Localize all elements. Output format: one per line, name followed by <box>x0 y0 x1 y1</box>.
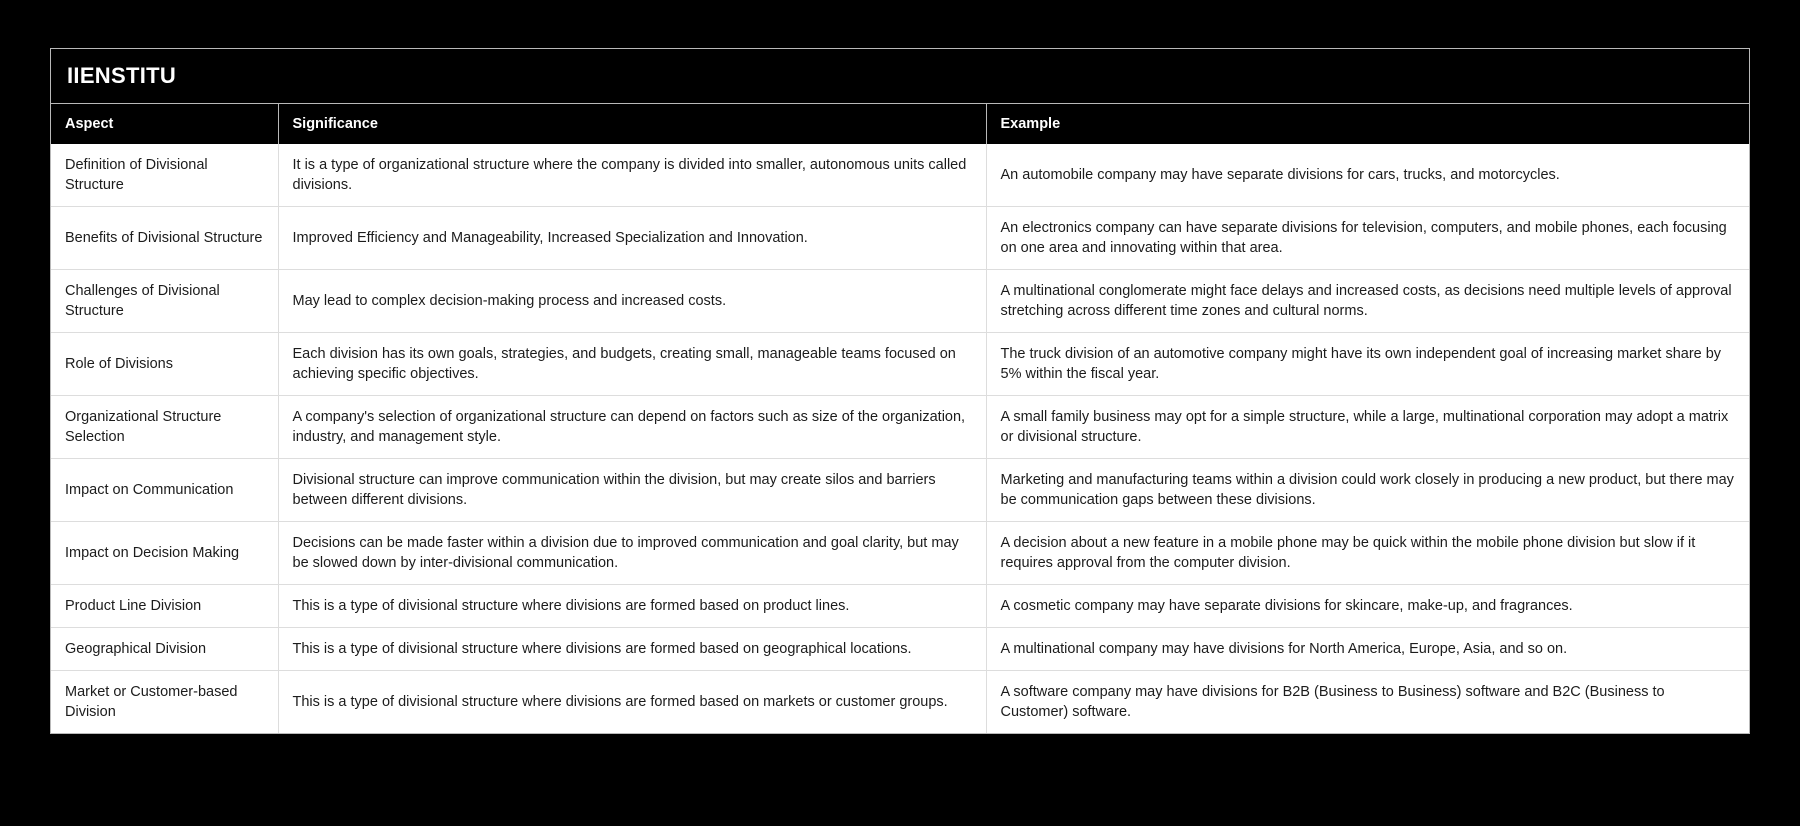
cell-aspect: Impact on Decision Making <box>51 522 278 585</box>
table-card <box>50 48 1750 734</box>
cell-significance: Decisions can be made faster within a division due to improved communication and goal clarity, but may be slowed down by inter-divisional communication. <box>278 522 986 585</box>
cell-aspect: Challenges of Divisional Structure <box>51 270 278 333</box>
cell-example: An electronics company can have separate divisions for television, computers, and mobile phones, each focusing on one area and innovating within that area. <box>986 207 1749 270</box>
cell-example: A small family business may opt for a simple structure, while a large, multinational corporation may adopt a matrix or divisional structure. <box>986 396 1749 459</box>
table-row <box>51 333 1749 396</box>
column-header-significance: Significance <box>278 104 986 144</box>
cell-significance: A company's selection of organizational structure can depend on factors such as size of the organization, industry, and management style. <box>278 396 986 459</box>
table-header-row <box>51 104 1749 144</box>
brand-title: IIENSTITU <box>67 63 177 88</box>
cell-example: A multinational conglomerate might face delays and increased costs, as decisions need multiple levels of approval stretching across different time zones and cultural norms. <box>986 270 1749 333</box>
cell-significance: Divisional structure can improve communication within the division, but may create silos and barriers between different divisions. <box>278 459 986 522</box>
table-row <box>51 270 1749 333</box>
cell-aspect: Definition of Divisional Structure <box>51 144 278 207</box>
cell-aspect: Market or Customer-based Division <box>51 671 278 734</box>
cell-significance: It is a type of organizational structure where the company is divided into smaller, autonomous units called divisions. <box>278 144 986 207</box>
cell-aspect: Geographical Division <box>51 628 278 671</box>
cell-example: An automobile company may have separate divisions for cars, trucks, and motorcycles. <box>986 144 1749 207</box>
cell-significance: This is a type of divisional structure where divisions are formed based on geographical locations. <box>278 628 986 671</box>
table-row <box>51 396 1749 459</box>
cell-aspect: Role of Divisions <box>51 333 278 396</box>
cell-aspect: Benefits of Divisional Structure <box>51 207 278 270</box>
cell-aspect: Organizational Structure Selection <box>51 396 278 459</box>
table-row <box>51 144 1749 207</box>
cell-significance: This is a type of divisional structure where divisions are formed based on markets or customer groups. <box>278 671 986 734</box>
cell-significance: This is a type of divisional structure where divisions are formed based on product lines. <box>278 585 986 628</box>
table-head <box>51 104 1749 144</box>
cell-example: A decision about a new feature in a mobile phone may be quick within the mobile phone division but slow if it requires approval from the computer division. <box>986 522 1749 585</box>
table-row <box>51 628 1749 671</box>
cell-example: A multinational company may have divisions for North America, Europe, Asia, and so on. <box>986 628 1749 671</box>
table-row <box>51 207 1749 270</box>
table-row <box>51 522 1749 585</box>
column-header-example: Example <box>986 104 1749 144</box>
cell-significance: Each division has its own goals, strategies, and budgets, creating small, manageable teams focused on achieving specific objectives. <box>278 333 986 396</box>
comparison-table <box>51 104 1749 733</box>
table-body <box>51 144 1749 733</box>
table-row <box>51 585 1749 628</box>
cell-example: A software company may have divisions for B2B (Business to Business) software and B2C (Business to Customer) software. <box>986 671 1749 734</box>
cell-aspect: Impact on Communication <box>51 459 278 522</box>
brand-header <box>51 49 1749 104</box>
cell-aspect: Product Line Division <box>51 585 278 628</box>
table-row <box>51 459 1749 522</box>
cell-example: A cosmetic company may have separate divisions for skincare, make-up, and fragrances. <box>986 585 1749 628</box>
table-row <box>51 671 1749 734</box>
column-header-aspect: Aspect <box>51 104 278 144</box>
cell-significance: May lead to complex decision-making process and increased costs. <box>278 270 986 333</box>
cell-significance: Improved Efficiency and Manageability, Increased Specialization and Innovation. <box>278 207 986 270</box>
cell-example: Marketing and manufacturing teams within a division could work closely in producing a new product, but there may be communication gaps between these divisions. <box>986 459 1749 522</box>
cell-example: The truck division of an automotive company might have its own independent goal of increasing market share by 5% within the fiscal year. <box>986 333 1749 396</box>
